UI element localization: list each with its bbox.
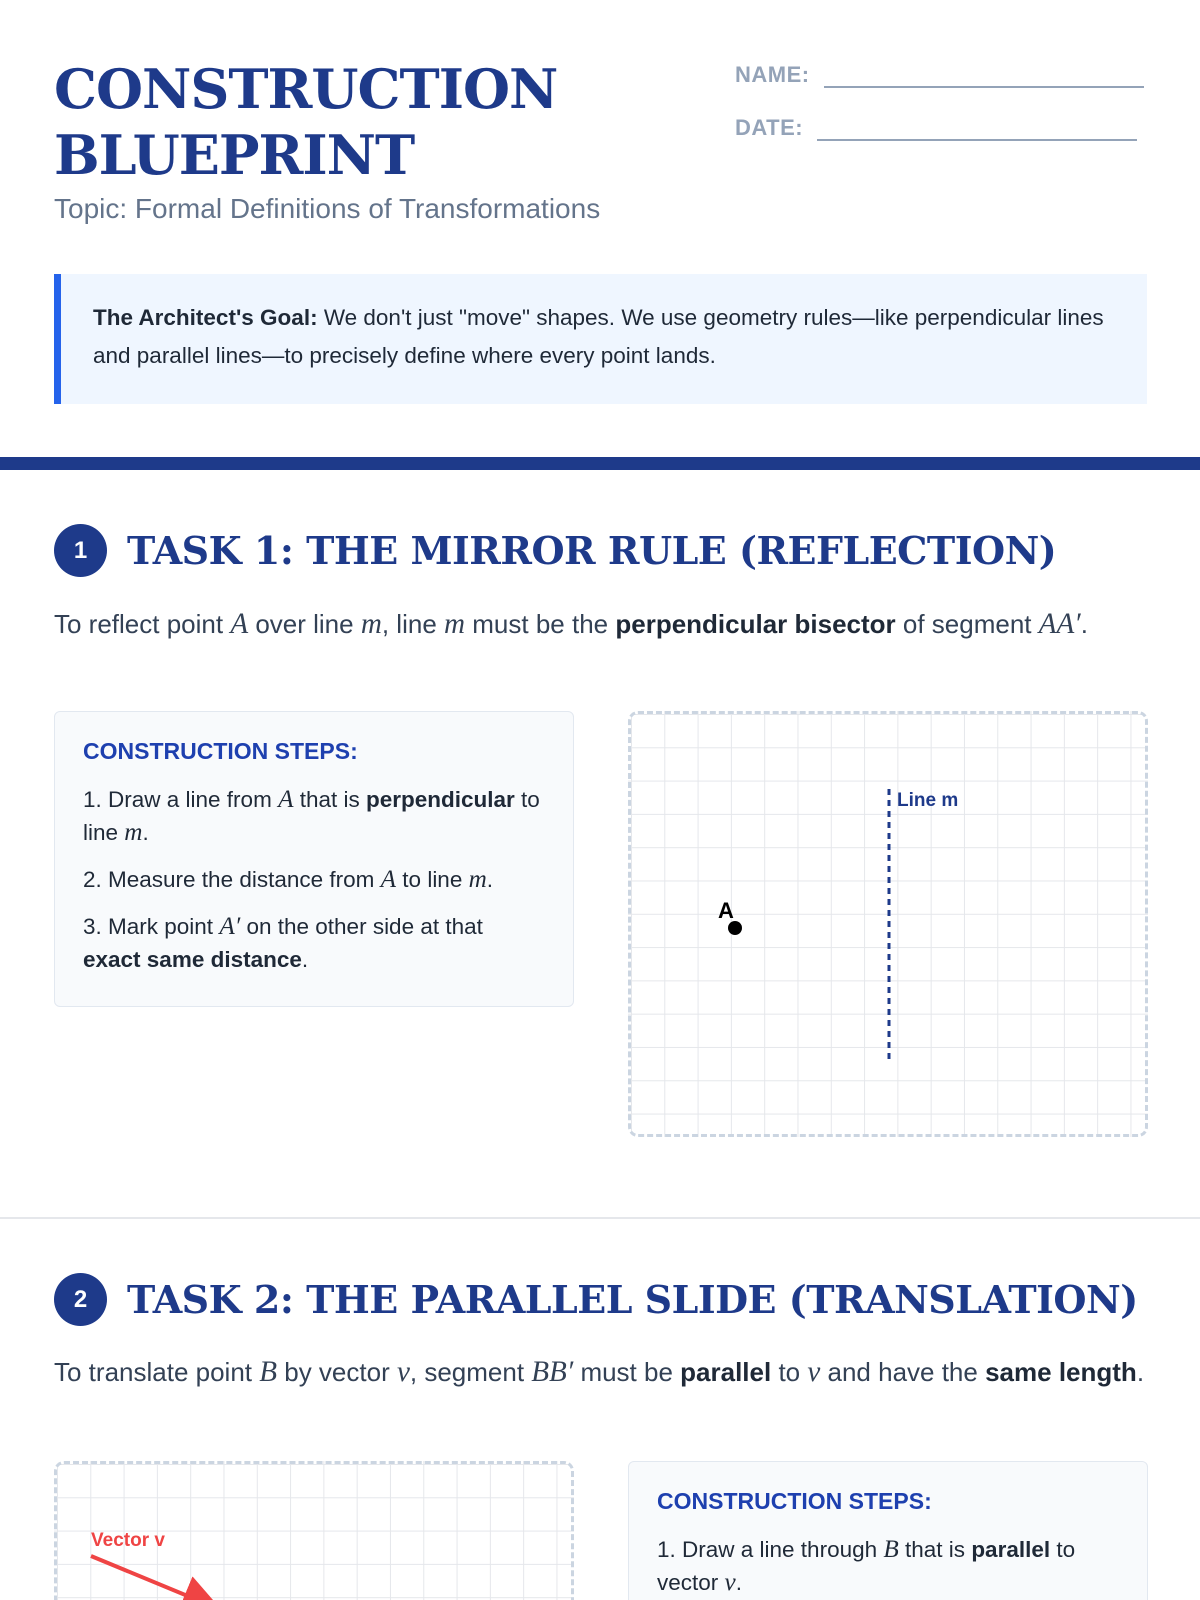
task2-number-badge: 2 — [54, 1273, 107, 1326]
vector-v-arrow — [91, 1556, 207, 1600]
var-A: A — [230, 608, 249, 640]
goal-label: The Architect's Goal: — [93, 305, 318, 330]
task1-number-badge: 1 — [54, 524, 107, 577]
var-v: v — [807, 1356, 821, 1388]
task1-construction-steps — [54, 711, 574, 1007]
name-label: NAME: — [735, 62, 810, 87]
segment-AA-prime: AA′ — [1038, 608, 1081, 640]
translation-diagram — [57, 1464, 574, 1600]
title-line-2: BLUEPRINT — [54, 123, 415, 187]
task1-step-2: 2. Measure the distance from A to line m. — [83, 866, 494, 893]
task1-heading — [54, 524, 1056, 577]
task2-construction-steps — [628, 1461, 1148, 1600]
task1-title: TASK 1: THE MIRROR RULE (REFLECTION) — [127, 528, 1057, 573]
task2-drawing-grid[interactable] — [54, 1461, 574, 1600]
worksheet-title — [54, 56, 654, 188]
task2-heading — [54, 1273, 1138, 1326]
point-A-label: A — [718, 898, 734, 923]
vector-v-label: Vector v — [91, 1530, 165, 1551]
task2-step-1: 1. Draw a line through B that is parallel to vector v. — [657, 1536, 1076, 1596]
task1-description: To reflect point A over line m, line m must be the perpendicular bisector of segment AA′. — [54, 608, 1088, 640]
title-line-1: CONSTRUCTION — [54, 57, 558, 121]
goal-text: We don't just "move" shapes. We use geometry rules—like perpendicular lines and parallel lines—to precisely define where every point lands. — [93, 305, 1104, 368]
var-m: m — [360, 608, 382, 640]
section-divider — [0, 457, 1200, 470]
task1-step-3: 3. Mark point A′ on the other side at that exact same distance. — [83, 913, 483, 972]
task2-title: TASK 2: THE PARALLEL SLIDE (TRANSLATION) — [127, 1277, 1138, 1322]
topic-subtitle: Topic: Formal Definitions of Transformations — [54, 193, 601, 224]
var-m: m — [444, 608, 466, 640]
date-line[interactable] — [817, 113, 1137, 141]
date-label: DATE: — [735, 115, 804, 140]
segment-BB-prime: BB′ — [531, 1356, 574, 1388]
reflection-diagram — [631, 714, 1148, 1137]
steps-title: CONSTRUCTION STEPS: — [83, 738, 358, 764]
term-perpendicular-bisector: perpendicular bisector — [615, 609, 896, 639]
date-field[interactable] — [735, 113, 1137, 141]
task2-description: To translate point B by vector v, segment BB′ must be parallel to v and have the same length. — [54, 1356, 1145, 1388]
var-v: v — [396, 1356, 410, 1388]
name-line[interactable] — [824, 60, 1144, 88]
steps-title: CONSTRUCTION STEPS: — [657, 1488, 932, 1514]
task-divider — [0, 1217, 1200, 1219]
term-parallel: parallel — [680, 1357, 772, 1387]
name-field[interactable] — [735, 60, 1144, 88]
architect-goal-callout — [54, 274, 1147, 404]
line-m-label: Line m — [897, 790, 959, 811]
term-same-length: same length — [985, 1357, 1137, 1387]
point-A[interactable] — [728, 921, 742, 935]
task1-drawing-grid[interactable] — [628, 711, 1148, 1137]
var-B: B — [259, 1356, 278, 1388]
task1-step-1: 1. Draw a line from A that is perpendicular to line m. — [83, 786, 540, 846]
